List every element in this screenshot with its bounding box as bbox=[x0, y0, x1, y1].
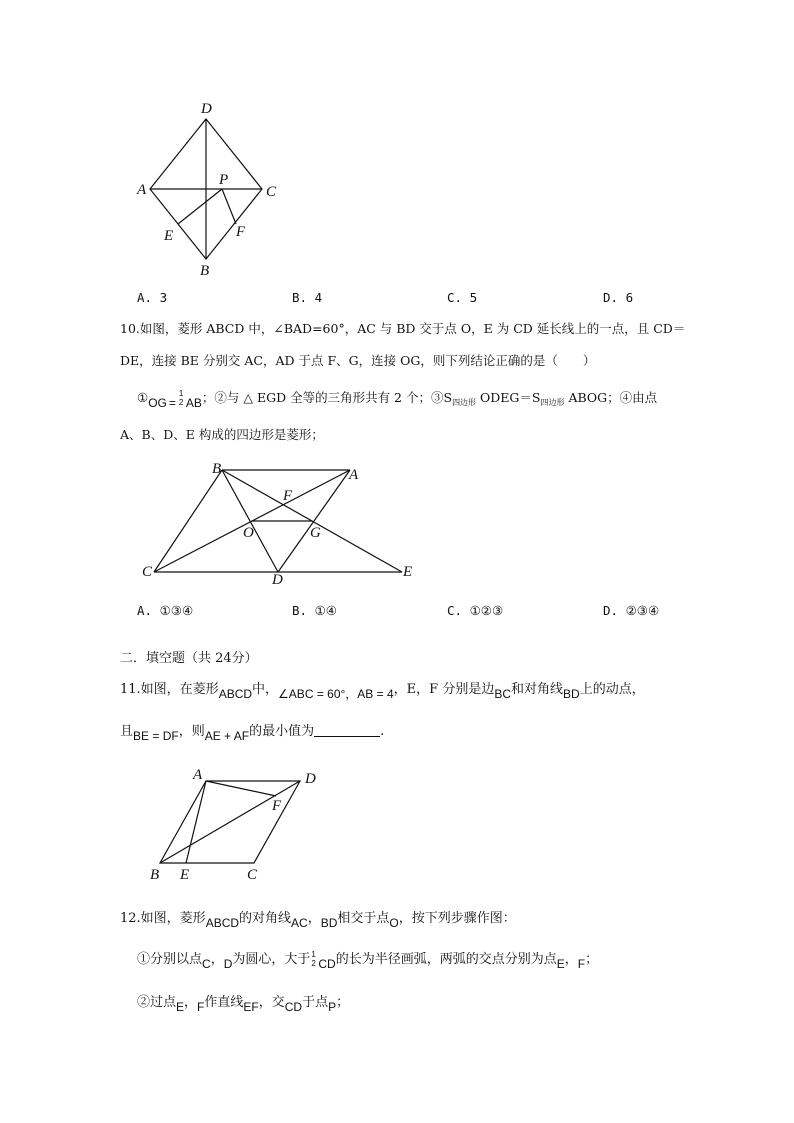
label-e: E bbox=[180, 867, 190, 883]
q10-line4: A、B、D、E 构成的四边形是菱形； bbox=[120, 427, 324, 442]
q9-option-a: A. 3 bbox=[137, 290, 168, 305]
q10-quad2: 四边形 bbox=[540, 398, 565, 407]
q10-text-d: ABOG；④由点 bbox=[564, 390, 658, 405]
q10-option-c: C. ①②③ bbox=[447, 603, 504, 618]
q12-step2: ②过点E，F作直线EF，交CD于点P； bbox=[137, 995, 350, 1014]
diagonal-bd bbox=[160, 781, 300, 863]
label-a: A bbox=[349, 467, 359, 483]
q10-og: OG bbox=[148, 396, 167, 410]
segment-ae bbox=[186, 781, 206, 863]
label-d: D bbox=[272, 572, 283, 588]
label-c: C bbox=[266, 184, 277, 200]
q10-option-a: A. ①③④ bbox=[137, 603, 194, 618]
q11-line1: 11.如图，在菱形ABCD中，∠ABC = 60°，AB = 4，E，F 分别是边BC和对角线BD上的动点， bbox=[120, 682, 645, 701]
section-title: 二．填空题（共 24分） bbox=[120, 651, 258, 666]
q9-option-b: B. 4 bbox=[292, 290, 323, 305]
q10-text-b: ；②与 △ EGD 全等的三角形共有 2 个；③S bbox=[201, 390, 453, 405]
q10-option-b: B. ①④ bbox=[292, 603, 337, 618]
q10-fraction: 1 2 bbox=[178, 389, 184, 407]
label-g: G bbox=[310, 525, 321, 541]
q9-option-c: C. 5 bbox=[447, 290, 478, 305]
label-b: B bbox=[200, 263, 210, 279]
q12-fraction: 1 2 bbox=[311, 950, 316, 968]
label-e: E bbox=[164, 228, 174, 244]
label-f: F bbox=[236, 224, 246, 240]
q10-option-d: D. ②③④ bbox=[603, 603, 660, 618]
q10-circled-1: ① bbox=[137, 390, 149, 405]
q9-option-d: D. 6 bbox=[603, 290, 634, 305]
q12-line1: 12.如图，菱形ABCD的对角线AC，BD相交于点O，按下列步骤作图： bbox=[120, 911, 516, 930]
label-o: O bbox=[243, 525, 254, 541]
label-b: B bbox=[212, 461, 222, 477]
q10-quad1: 四边形 bbox=[452, 398, 477, 407]
q10-eq: = bbox=[168, 396, 176, 410]
q11-line2: 且BE = DF，则AE + AF的最小值为 . bbox=[120, 724, 385, 743]
q10-line1: 10.如图，菱形 ABCD 中，∠BAD=60°，AC 与 BD 交于点 O，E 为 CD 延长线上的一点，且 CD＝ bbox=[120, 321, 686, 336]
segment-af bbox=[206, 781, 276, 796]
label-c: C bbox=[247, 867, 258, 883]
q12-step1: ①分别以点C，D为圆心，大于 1 2 CD的长为半径画弧，两弧的交点分别为点E，F； bbox=[137, 950, 599, 971]
q10-line2: DE，连接 BE 分别交 AC，AD 于点 F、G，连接 OG，则下列结论正确的是（ ） bbox=[120, 353, 596, 368]
label-f: F bbox=[272, 798, 282, 814]
label-d: D bbox=[305, 771, 316, 787]
label-c: C bbox=[142, 564, 153, 580]
q10-text-c: ODEG＝S bbox=[476, 390, 541, 405]
label-b: B bbox=[150, 867, 160, 883]
q10-ab: AB bbox=[185, 396, 202, 410]
label-a: A bbox=[193, 767, 203, 783]
label-e: E bbox=[403, 564, 413, 580]
label-f: F bbox=[283, 488, 293, 504]
label-p: P bbox=[219, 172, 229, 188]
label-d: D bbox=[201, 101, 212, 117]
label-a: A bbox=[137, 182, 147, 198]
